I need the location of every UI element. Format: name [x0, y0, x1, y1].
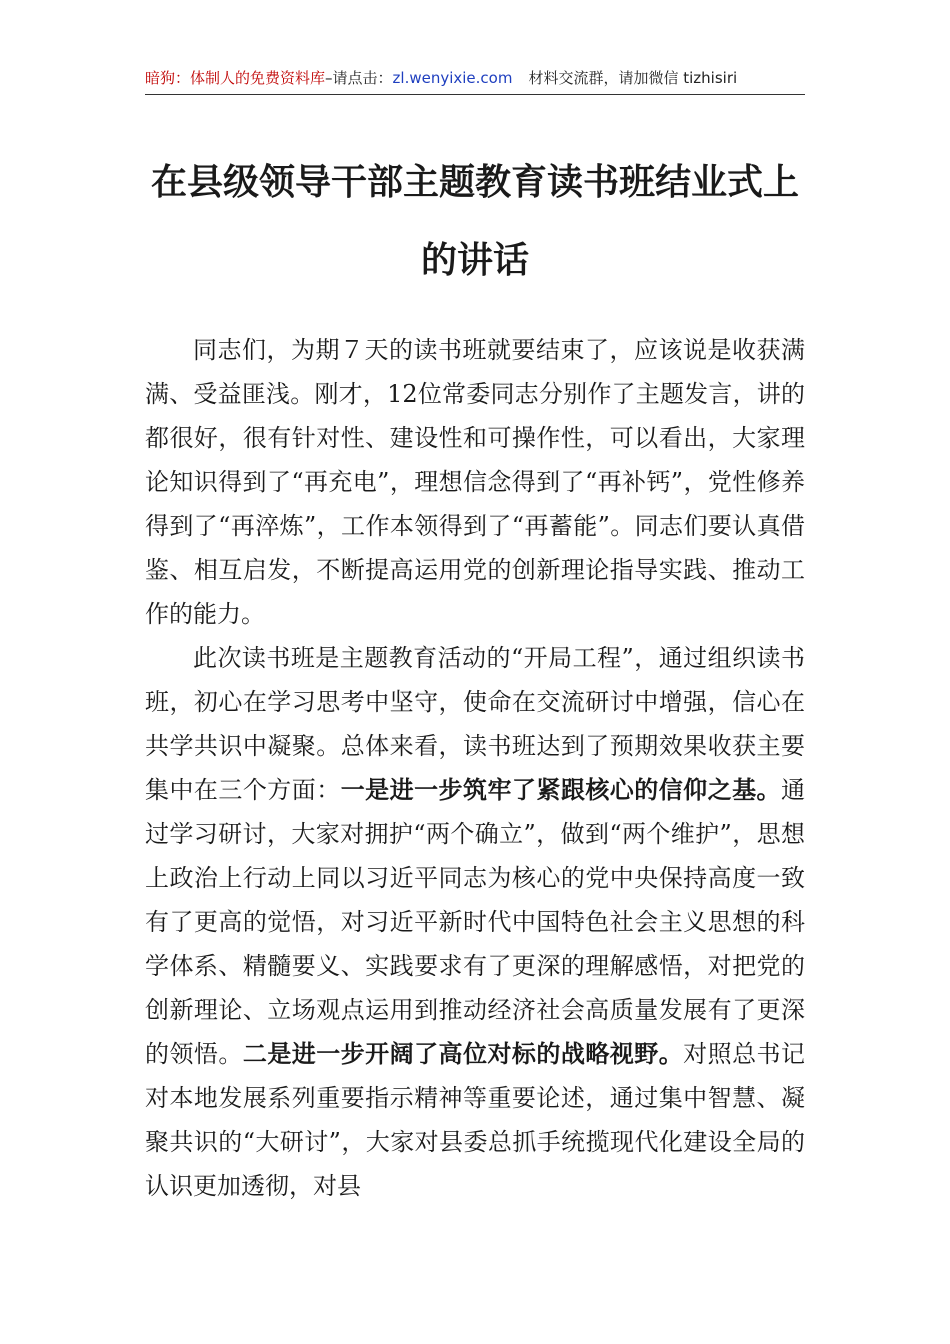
paragraph-2-tail: 对照总书记对本地发展系列重要指示精神等重要论述，通过集中智慧、凝聚共识的“大研讨”，大家对县委总抓手统揽现代化建设全局的认识更加透彻，对县 — [145, 1040, 806, 1200]
title-line-2: 的讲话 — [420, 239, 529, 281]
key-point-2: 二是进一步开阔了高位对标的战略视野。 — [242, 1039, 684, 1068]
document-body — [145, 328, 805, 1208]
document-title — [145, 158, 805, 284]
paragraph-2-intro: 此次读书班是主题教育活动的“开局工程”，通过组织读书班，初心在学习思考中坚守，使命在交流研讨中增强，信心在共学共识中凝聚。总体来看，读书班达到了预期效果收获主要集中在三个方面： — [145, 644, 805, 804]
header-brand: 暗狗：体制人的免费资料库 — [145, 69, 326, 87]
paragraph-2-middle: 通过学习研讨，大家对拥护“两个确立”，做到“两个维护”，思想上政治上行动上同以习近平同志为核心的党中央保持高度一致有了更高的觉悟，对习近平新时代中国特色社会主义思想的科学体系、精髓要义、实践要求有了更深的理解感悟，对把党的创新理论、立场观点运用到推动经济社会高质量发展有了更深的领悟。 — [145, 776, 806, 1068]
watermark-header — [145, 68, 805, 95]
header-group-note: 材料交流群，请加微信 tizhisiri — [528, 69, 738, 87]
header-url-link[interactable]: zl.wenyixie.com — [392, 69, 513, 87]
key-point-1: 一是进一步筑牢了紧跟核心的信仰之基。 — [340, 775, 782, 804]
title-line-1: 在县级领导干部主题教育读书班结业式上 — [150, 161, 799, 203]
paragraph-2 — [145, 636, 805, 1208]
header-prompt: –请点击： — [325, 69, 393, 87]
paragraph-1: 同志们，为期７天的读书班就要结束了，应该说是收获满满、受益匪浅。刚才，12位常委同志分别作了主题发言，讲的都很好，很有针对性、建设性和可操作性，可以看出，大家理论知识得到了“再充电”，理想信念得到了“再补钙”，党性修养得到了“再淬炼”，工作本领得到了“再蓄能”。同志们要认真借鉴、相互启发，不断提高运用党的创新理论指导实践、推动工作的能力。 — [145, 336, 805, 628]
